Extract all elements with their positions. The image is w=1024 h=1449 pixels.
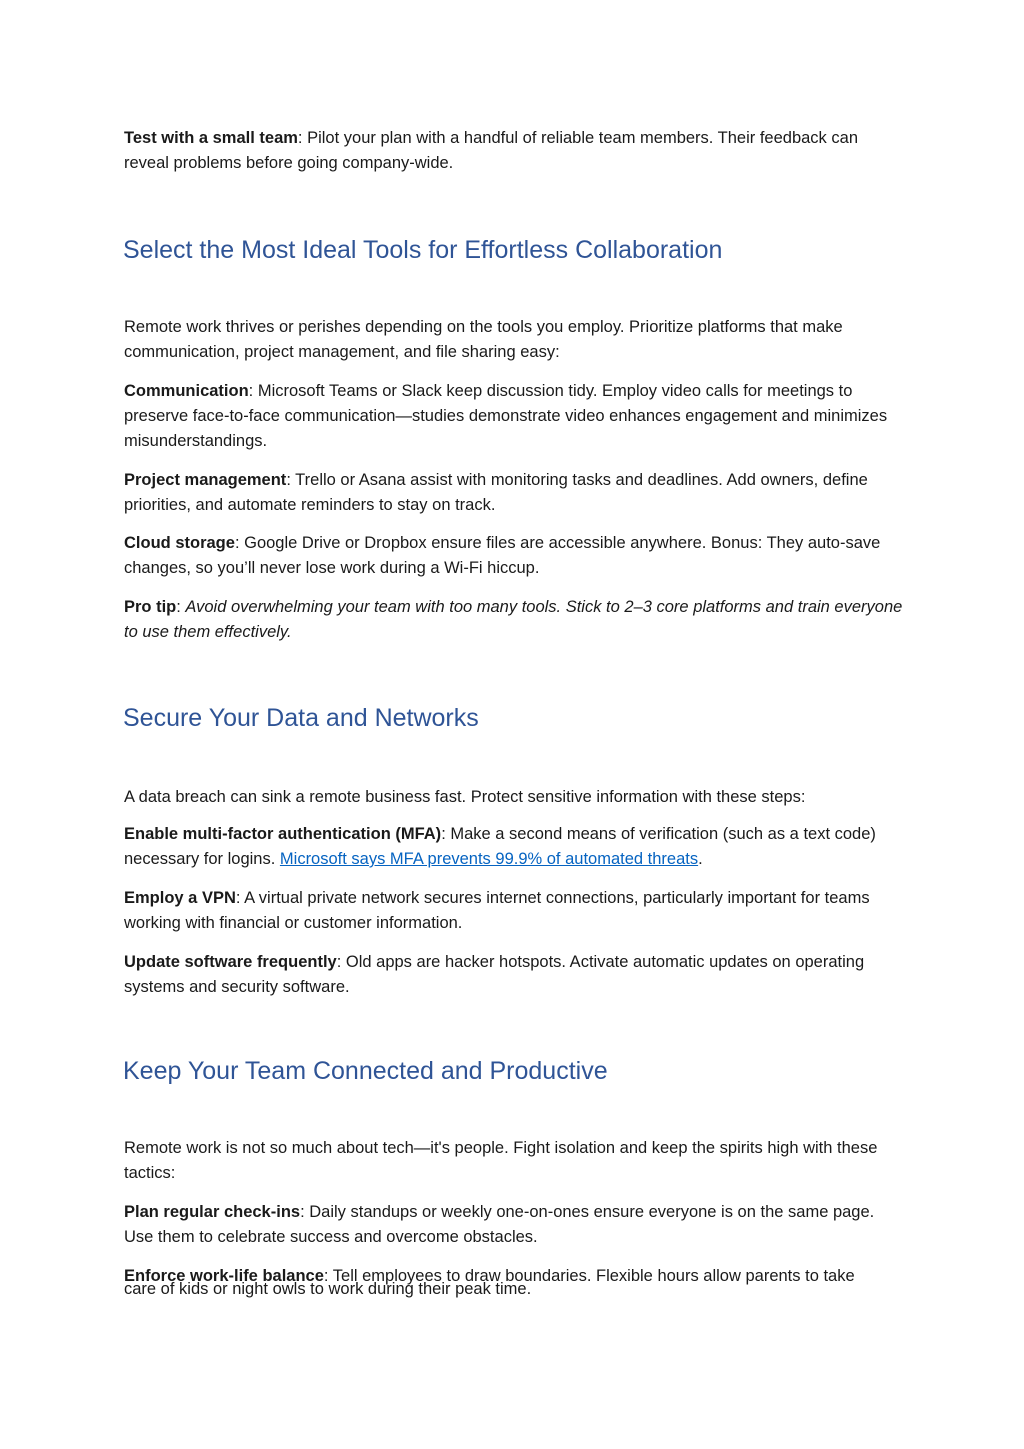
paragraph-text: : Tell employees to draw boundaries. Flexible hours allow parents to take: [323, 1267, 855, 1285]
communication-paragraph: [124, 379, 904, 454]
paragraph-lead: Test with a small team: [124, 129, 298, 147]
vpn-paragraph: [124, 886, 904, 936]
mfa-source-link[interactable]: Microsoft says MFA prevents 99.9% of automated threats: [279, 850, 699, 868]
paragraph-lead: Cloud storage: [124, 534, 235, 552]
paragraph-text: : Microsoft Teams or Slack keep discussion tidy. Employ video calls for meetings to preserve face-to-face communication—studies demonstrate video enhances engagement and minimizes misunderstandings.: [124, 382, 888, 450]
paragraph-text: : A virtual private network secures internet connections, particularly important for teams working with financial or customer information.: [124, 889, 870, 932]
cloud-storage-paragraph: [124, 531, 904, 581]
pro-tip-paragraph: [124, 595, 904, 645]
tools-intro-paragraph: Remote work thrives or perishes depending on the tools you employ. Prioritize platforms that make communication, project management, and file sharing easy:: [124, 318, 843, 361]
work-life-balance-overlap-line: care of kids or night owls to work during their peak time.: [124, 1280, 532, 1298]
mfa-paragraph: [124, 822, 904, 872]
section-heading-security: Secure Your Data and Networks: [123, 704, 479, 732]
paragraph-lead: Enforce work-life balance: [124, 1267, 324, 1285]
paragraph-lead: Update software frequently: [124, 953, 337, 971]
section-heading-tools: Select the Most Ideal Tools for Effortless Collaboration: [123, 236, 723, 264]
test-small-team-paragraph: [124, 126, 904, 176]
paragraph-lead: Communication: [124, 382, 249, 400]
pro-tip-text: Avoid overwhelming your team with too many tools. Stick to 2–3 core platforms and train everyone to use them effectively.: [124, 598, 903, 641]
paragraph-text: : Old apps are hacker hotspots. Activate automatic updates on operating systems and security software.: [124, 953, 865, 996]
team-intro-paragraph: Remote work is not so much about tech—it's people. Fight isolation and keep the spirits high with these tactics:: [124, 1139, 878, 1182]
section-heading-team: Keep Your Team Connected and Productive: [123, 1057, 608, 1085]
paragraph-text: : Make a second means of verification (such as a text code) necessary for logins.: [124, 825, 876, 868]
paragraph-text: : Pilot your plan with a handful of reliable team members. Their feedback can reveal problems before going company-wide.: [124, 129, 858, 172]
project-management-paragraph: [124, 468, 904, 518]
security-intro-paragraph: A data breach can sink a remote business fast. Protect sensitive information with these steps:: [124, 788, 806, 806]
update-software-paragraph: [124, 950, 904, 1000]
paragraph-separator: :: [176, 598, 186, 616]
paragraph-lead: Plan regular check-ins: [124, 1203, 301, 1221]
paragraph-lead: Employ a VPN: [124, 889, 236, 907]
paragraph-text: : Trello or Asana assist with monitoring tasks and deadlines. Add owners, define priorities, and automate reminders to stay on track.: [124, 471, 868, 514]
paragraph-lead: Project management: [124, 471, 287, 489]
paragraph-text: : Daily standups or weekly one-on-ones ensure everyone is on the same page. Use them to celebrate success and overcome obstacles.: [124, 1203, 875, 1246]
paragraph-lead: Pro tip: [124, 598, 177, 616]
paragraph-lead: Enable multi-factor authentication (MFA): [124, 825, 442, 843]
check-ins-paragraph: [124, 1200, 904, 1250]
paragraph-end: .: [698, 850, 703, 868]
paragraph-text: : Google Drive or Dropbox ensure files are accessible anywhere. Bonus: They auto-save changes, so you’ll never lose work during a Wi-Fi hiccup.: [124, 534, 881, 577]
